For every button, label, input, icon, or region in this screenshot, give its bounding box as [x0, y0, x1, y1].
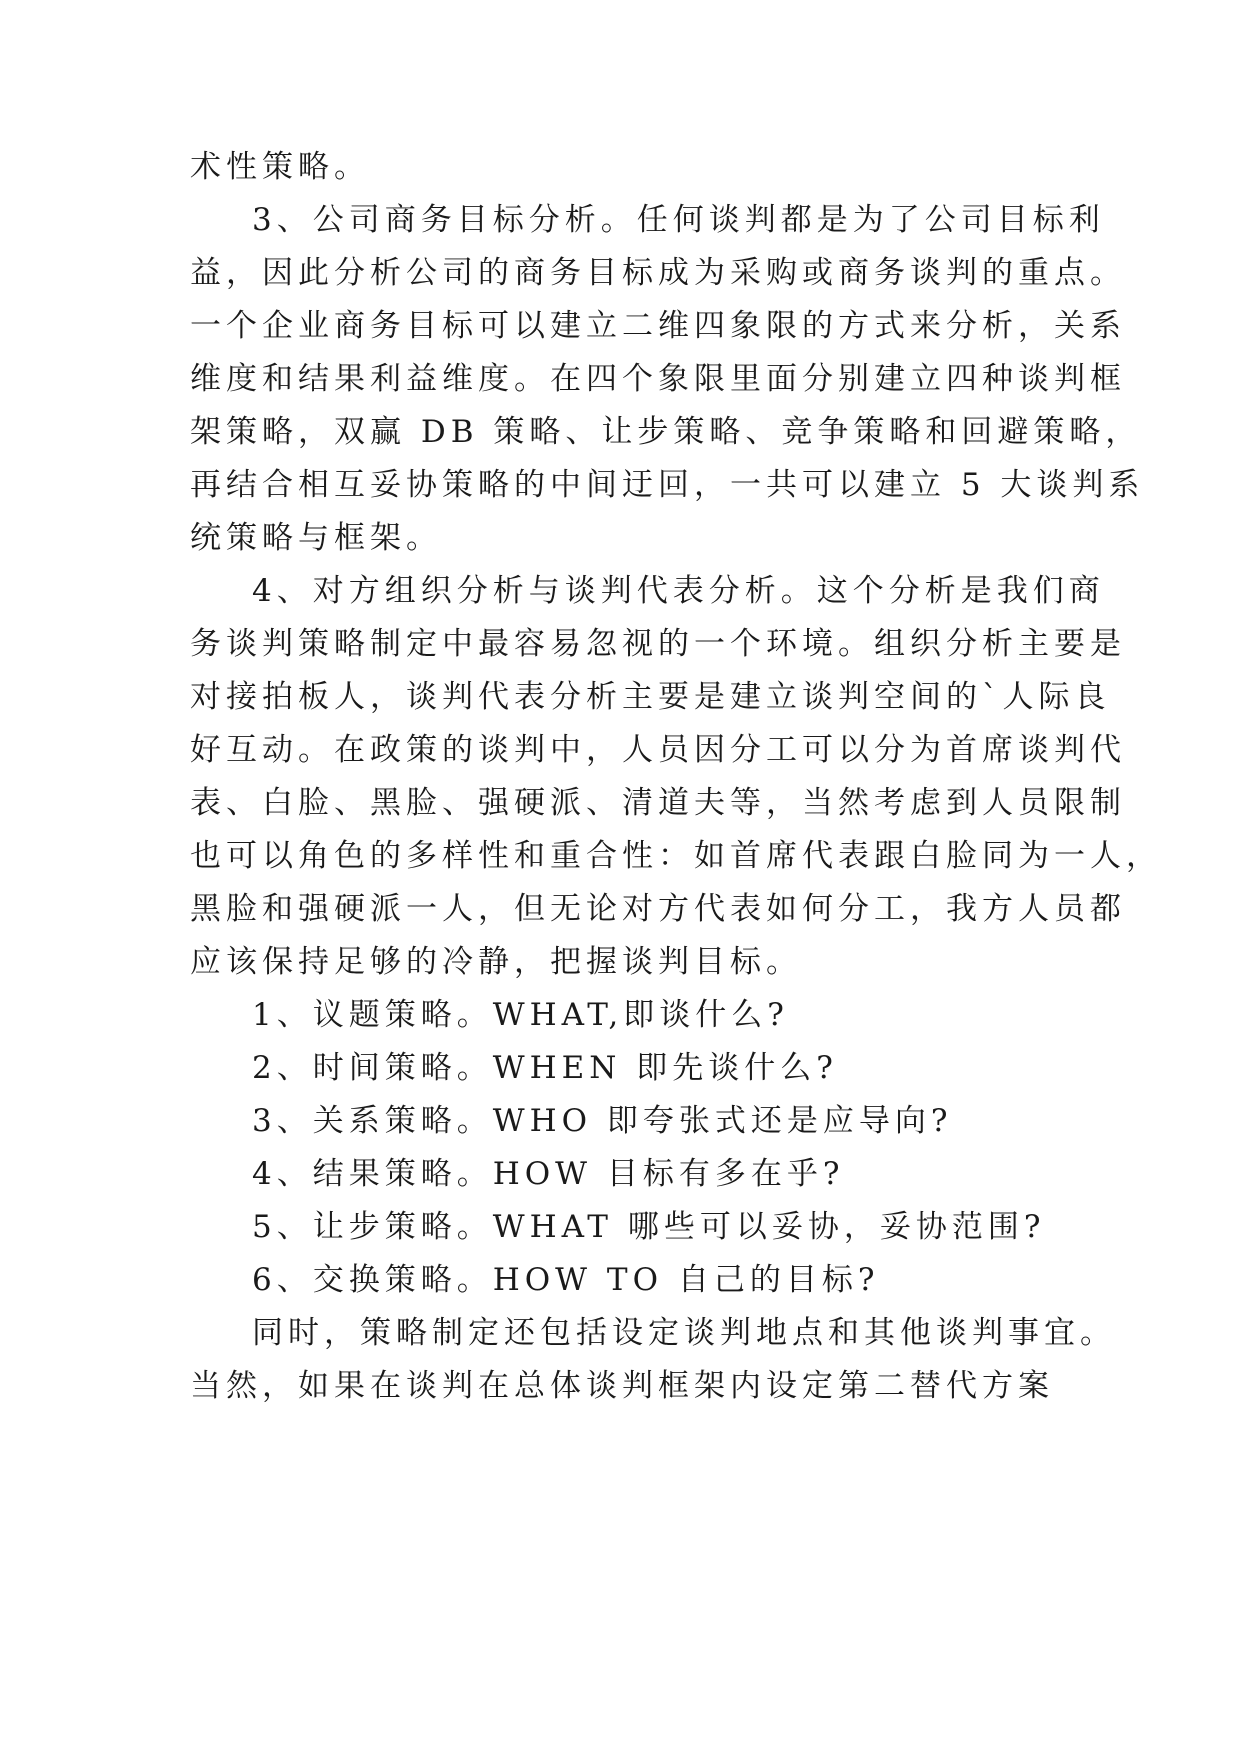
text-line-8: 统策略与框架。 — [190, 520, 442, 556]
text-line-16: 应该保持足够的冷静，把握谈判目标。 — [190, 944, 802, 980]
text-line-2: 3、公司商务目标分析。任何谈判都是为了公司目标利 — [252, 202, 1105, 238]
list-item-2: 2、时间策略。WHEN 即先谈什么? — [252, 1050, 838, 1086]
text-line-12: 好互动。在政策的谈判中，人员因分工可以分为首席谈判代 — [190, 732, 1126, 768]
text-line-10: 务谈判策略制定中最容易忽视的一个环境。组织分析主要是 — [190, 626, 1126, 662]
text-line-14: 也可以角色的多样性和重合性：如首席代表跟白脸同为一人， — [190, 838, 1162, 874]
text-line-1: 术性策略。 — [190, 149, 370, 185]
text-line-17: 同时，策略制定还包括设定谈判地点和其他谈判事宜。 — [252, 1315, 1116, 1351]
text-line-18: 当然，如果在谈判在总体谈判框架内设定第二替代方案 — [190, 1368, 1054, 1404]
text-line-5: 维度和结果利益维度。在四个象限里面分别建立四种谈判框 — [190, 361, 1126, 397]
text-line-15: 黑脸和强硬派一人，但无论对方代表如何分工，我方人员都 — [190, 891, 1126, 927]
list-item-4: 4、结果策略。HOW 目标有多在乎? — [252, 1156, 845, 1192]
list-item-6: 6、交换策略。HOW TO 自己的目标? — [252, 1262, 880, 1298]
text-line-7: 再结合相互妥协策略的中间迂回，一共可以建立 5 大谈判系 — [190, 467, 1145, 503]
list-item-1: 1、议题策略。WHAT,即谈什么? — [252, 997, 789, 1033]
list-item-5: 5、让步策略。WHAT 哪些可以妥协，妥协范围? — [252, 1209, 1046, 1245]
text-line-3: 益，因此分析公司的商务目标成为采购或商务谈判的重点。 — [190, 255, 1126, 291]
text-line-13: 表、白脸、黑脸、强硬派、清道夫等，当然考虑到人员限制 — [190, 785, 1126, 821]
text-line-6: 架策略，双赢 DB 策略、让步策略、竞争策略和回避策略， — [190, 414, 1142, 450]
text-line-9: 4、对方组织分析与谈判代表分析。这个分析是我们商 — [252, 573, 1105, 609]
text-line-4: 一个企业商务目标可以建立二维四象限的方式来分析，关系 — [190, 308, 1126, 344]
text-line-11: 对接拍板人，谈判代表分析主要是建立谈判空间的`人际良 — [190, 679, 1111, 715]
list-item-3: 3、关系策略。WHO 即夸张式还是应导向? — [252, 1103, 953, 1139]
